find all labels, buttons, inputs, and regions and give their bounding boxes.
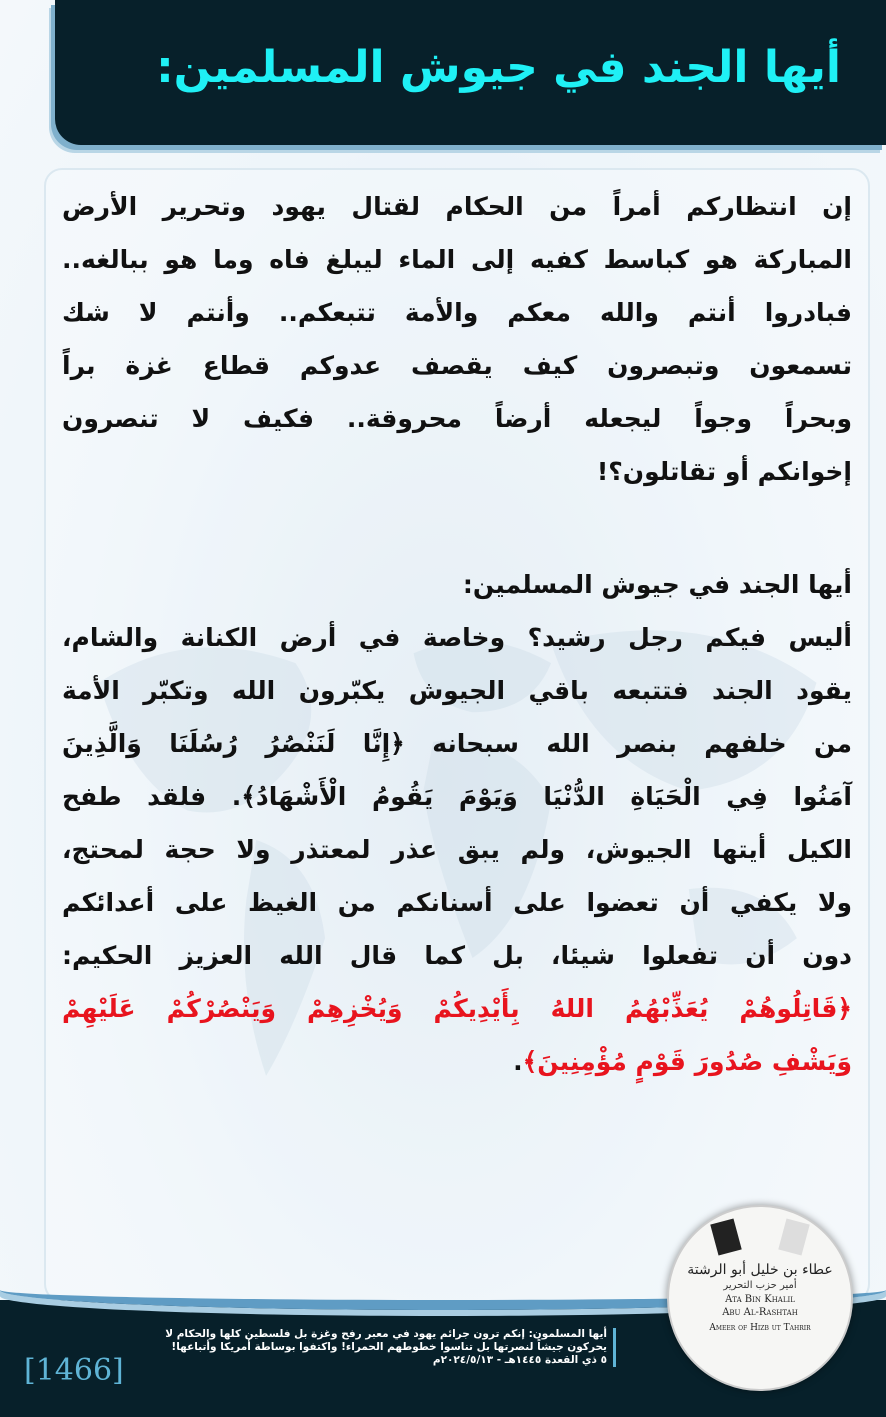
page-title: أيها الجند في جيوش المسلمين: (156, 42, 841, 93)
verse-line (62, 1035, 852, 1088)
article-body (62, 180, 852, 1088)
seal-name-line2: Abu Al-Rashtah (722, 1307, 798, 1318)
text-line: الكيل أيتها الجيوش، ولم يبق عذر لمعتذر ولا حجة لمحتج، (62, 835, 852, 864)
seal-title-en: Ameer of Hizb ut Tahrir (709, 1323, 811, 1333)
ameer-seal-logo (667, 1205, 853, 1391)
black-flag-icon (710, 1218, 741, 1255)
footer-date: ٥ ذي القعدة ١٤٤٥هـ - ٢٠٢٤/٥/١٣م (432, 1354, 607, 1366)
header-banner (55, 0, 886, 145)
paragraph-2 (62, 611, 852, 982)
text-line: إخوانكم أو تقاتلون؟! (596, 457, 852, 486)
text-line: فبادروا أنتم والله معكم والأمة تتبعكم.. وأنتم لا شك (62, 298, 852, 327)
white-flag-icon (778, 1218, 809, 1255)
text-line: المباركة هو كباسط كفيه إلى الماء ليبلغ فاه وما هو ببالغه.. (62, 245, 852, 274)
verse-end: . (513, 1047, 523, 1076)
seal-arabic-name: عطاء بن خليل أبو الرشتة (687, 1262, 833, 1278)
footer-note-line: يحركون جيشاً لنصرتها بل تناسوا خطوطهم الحمراء! واكتفوا بوساطة أمريكا وأتباعها! (171, 1341, 607, 1353)
paragraph-1 (62, 180, 852, 498)
seal-arabic-title: أمير حزب التحرير (723, 1280, 797, 1291)
footer-note (137, 1328, 616, 1367)
issue-number: [1466] (24, 1353, 124, 1388)
section-heading: أيها الجند في جيوش المسلمين: (462, 570, 852, 599)
text-line: تسمعون وتبصرون كيف يقصف عدوكم قطاع غزة براً (62, 351, 852, 380)
text-line: وبحراً وجواً ليجعله أرضاً محروقة.. فكيف لا تنصرون (62, 404, 852, 433)
text-line: أليس فيكم رجل رشيد؟ وخاصة في أرض الكنانة والشام، (62, 623, 852, 652)
text-line: دون أن تفعلوا شيئا، بل كما قال الله العزيز الحكيم: (62, 941, 852, 970)
text-line: ولا يكفي أن تعضوا على أسنانكم من الغيظ على أعدائكم (62, 888, 852, 917)
text-line: من خلفهم بنصر الله سبحانه ﴿إِنَّا لَنَنْصُرُ رُسُلَنَا وَالَّذِينَ (62, 729, 852, 758)
text-line: يقود الجند فتتبعه باقي الجيوش يكبّرون الله وتكبّر الأمة (62, 676, 852, 705)
footer-note-line: أيها المسلمون: إنكم ترون جرائم يهود في معبر رفح وغزة بل فلسطين كلها والحكام لا (165, 1328, 607, 1340)
seal-name-line1: Ata Bin Khalil (725, 1294, 795, 1305)
text-line: إن انتظاركم أمراً من الحكام لقتال يهود وتحرير الأرض (62, 192, 852, 221)
quran-verse (62, 982, 852, 1088)
text-line: آمَنُوا فِي الْحَيَاةِ الدُّنْيَا وَيَوْمَ يَقُومُ الْأَشْهَادُ﴾. فلقد طفح (62, 782, 852, 811)
verse-text: وَيَشْفِ صُدُورَ قَوْمٍ مُؤْمِنِينَ﴾ (522, 1047, 852, 1076)
verse-line: ﴿قَاتِلُوهُمْ يُعَذِّبْهُمُ اللهُ بِأَيْدِيكُمْ وَيُخْزِهِمْ وَيَنْصُرْكُمْ عَلَيْهِمْ (62, 994, 852, 1023)
